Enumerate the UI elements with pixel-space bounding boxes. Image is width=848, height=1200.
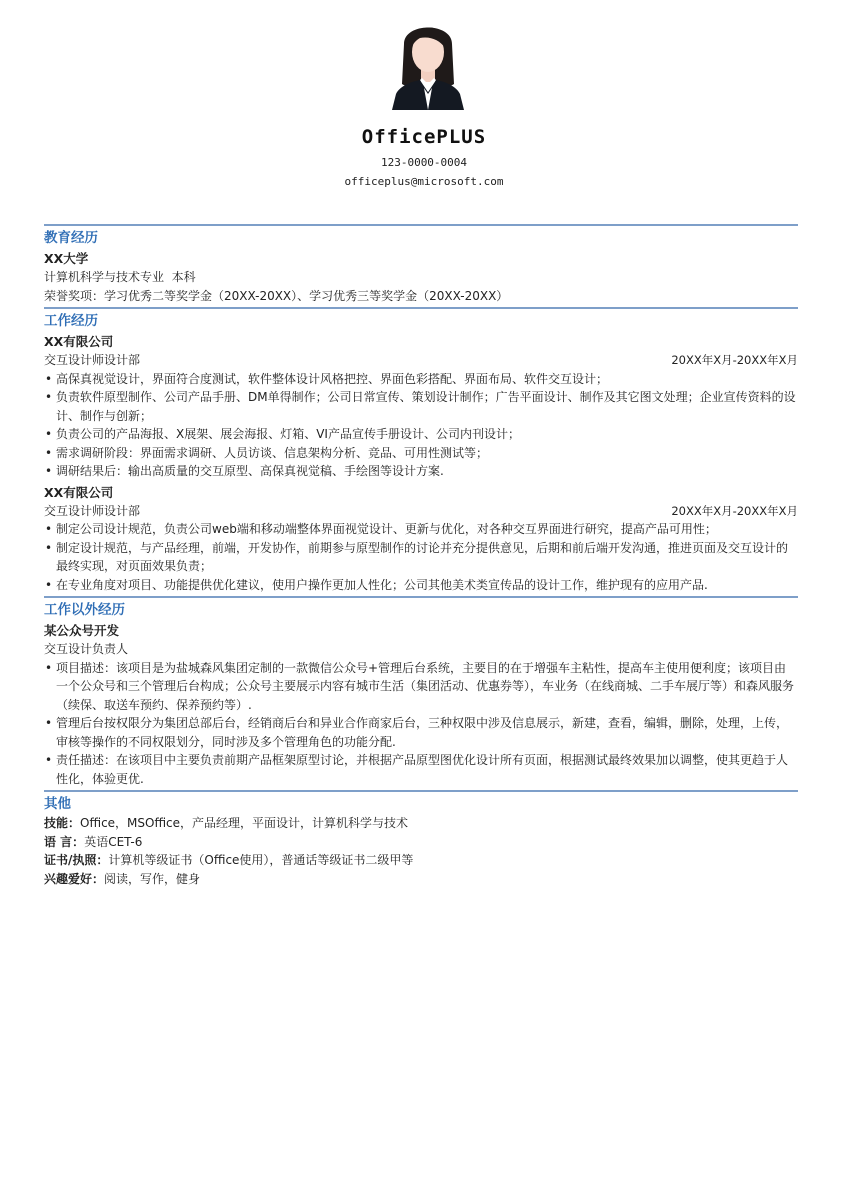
section-title: 教育经历 [44, 230, 98, 246]
section-title: 工作经历 [44, 313, 98, 329]
certificate-value: 计算机等级证书（Office使用），普通话等级证书二级甲等 [108, 853, 414, 867]
school-name: XX大学 [44, 251, 89, 266]
hobby-value: 阅读，写作，健身 [104, 871, 201, 886]
company-name: XX有限公司 [44, 484, 114, 500]
list-item: • 制定设计规范，与产品经理，前端，开发协作，前期参与原型制作的讨论并充分提供意见，后期和前后端开发沟通，推进页面及交互设计的最终实现，对页面效果负责； [44, 539, 798, 576]
project-list [44, 659, 798, 789]
language-label: 语 言： [44, 834, 85, 849]
job-entry [44, 332, 798, 481]
avatar [390, 14, 466, 110]
duty-list [44, 370, 798, 481]
list-item: • 管理后台按权限分为集团总部后台，经销商后台和异业合作商家后台，三种权限中涉及信息展示，新建，查看，编辑，删除，处理，上传，审核等操作的不同权限划分，同时涉及多个管理角色的功能分配. [44, 714, 798, 751]
honors: 荣誉奖项：学习优秀二等奖学金（20XX-20XX）、学习优秀三等奖学金（20XX-20XX） [44, 288, 509, 303]
job-date: 20XX年X月-20XX年X月 [671, 503, 798, 518]
certificate-label: 证书/执照： [44, 853, 109, 867]
list-item: • 调研结果后：输出高质量的交互原型、高保真视觉稿、手绘图等设计方案. [44, 462, 798, 481]
hobby-label: 兴趣爱好： [44, 871, 105, 886]
extra-experience-section [44, 596, 798, 788]
company-name: XX有限公司 [44, 334, 114, 349]
language-line [44, 833, 798, 852]
education-section [44, 224, 798, 305]
list-item: • 在专业角度对项目、功能提供优化建议，使用户操作更加人性化；公司其他美术类宣传品的设计工作，维护现有的应用产品. [44, 576, 798, 595]
other-section [44, 790, 798, 888]
resume-body [44, 224, 798, 890]
job-meta [44, 351, 798, 370]
language-value: 英语CET-6 [84, 834, 143, 849]
list-item: • 项目描述：该项目是为盐城森风集团定制的一款微信公众号+管理后台系统，主要目的在于增强车主粘性，提高车主使用便利度；该项目由一个公众号和三个管理后台构成；公众号主要展示内容有城市生活（集团活动、优惠券等），车业务（在线商城、二手车展厅等）和森风服务（续保、取送车预约、保养预约等）. [44, 659, 798, 715]
duty-list [44, 520, 798, 594]
project-name: 某公众号开发 [44, 623, 120, 638]
phone-number: 123-0000-0004 [380, 156, 468, 169]
email-address: officeplus@microsoft.com [344, 175, 504, 188]
skills-value: Office，MSOffice，产品经理，平面设计，计算机科学与技术 [80, 816, 409, 830]
skills-label: 技能： [44, 816, 81, 830]
job-meta [44, 502, 798, 521]
project-role: 交互设计负责人 [44, 642, 129, 656]
list-item: • 责任描述：在该项目中主要负责前期产品框架原型讨论，并根据产品原型图优化设计所有页面，根据测试最终效果加以调整，使其更趋于人性化，体验更优. [44, 751, 798, 788]
work-section [44, 307, 798, 594]
candidate-name: OfficePLUS [361, 126, 487, 148]
section-title: 工作以外经历 [44, 602, 125, 618]
major-degree: 计算机科学与技术专业 本科 [44, 270, 196, 284]
job-date: 20XX年X月-20XX年X月 [671, 353, 798, 367]
certificate-line [44, 851, 798, 870]
job-entry [44, 483, 798, 595]
list-item: • 需求调研阶段：界面需求调研、人员访谈、信息架构分析、竞品、可用性测试等； [44, 444, 798, 463]
list-item: • 负责公司的产品海报、X展架、展会海报、灯箱、VI产品宣传手册设计、公司内刊设计； [44, 425, 798, 444]
skills-line [44, 814, 798, 833]
section-title: 其他 [44, 796, 71, 812]
list-item: • 负责软件原型制作、公司产品手册、DM单得制作；公司日常宣传、策划设计制作；广告平面设计、制作及其它图文处理；企业宣传资料的设计、制作与创新； [44, 388, 798, 425]
hobby-line [44, 870, 798, 889]
department: 交互设计师设计部 [44, 503, 141, 518]
department: 交互设计师设计部 [44, 353, 141, 367]
list-item: • 高保真视觉设计，界面符合度测试，软件整体设计风格把控、界面色彩搭配、界面布局、软件交互设计； [44, 370, 798, 389]
list-item: • 制定公司设计规范，负责公司web端和移动端整体界面视觉设计、更新与优化，对各种交互界面进行研究，提高产品可用性； [44, 520, 798, 539]
